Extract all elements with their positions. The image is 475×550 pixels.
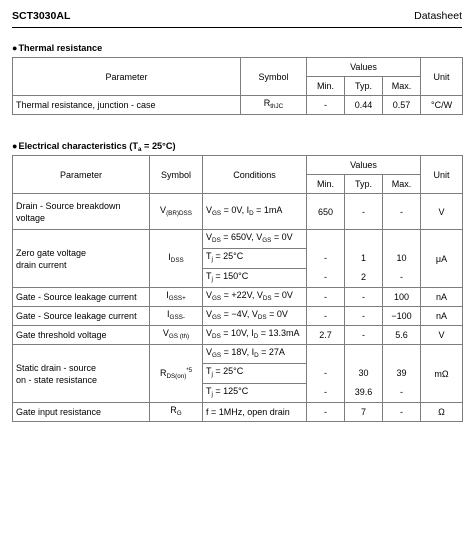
row-conditions: f = 1MHz, open drain (203, 403, 307, 422)
row-symbol: $R_{DS(on)}^{*5}$ (150, 345, 203, 403)
row-typ: 0.44 (345, 96, 383, 115)
row-typ: 7 (345, 403, 383, 422)
row-parameter: Thermal resistance, junction - case (13, 96, 241, 115)
row-parameter: Zero gate voltage drain current (13, 230, 150, 288)
col-unit: Unit (421, 58, 463, 96)
bullet-icon: ● (12, 43, 18, 53)
row-typ: 1 2 (345, 230, 383, 288)
row-symbol: $I_{GSS+}$ (150, 288, 203, 307)
row-parameter: Gate - Source leakage current (13, 307, 150, 326)
col-unit: Unit (421, 156, 463, 194)
table-row (13, 403, 463, 422)
bullet-icon: ● (12, 141, 18, 151)
table-row (13, 96, 463, 115)
row-parameter: Gate - Source leakage current (13, 288, 150, 307)
row-unit: V (421, 326, 463, 345)
row-symbol: $R_G$ (150, 403, 203, 422)
row-parameter: Gate input resistance (13, 403, 150, 422)
thermal-table (12, 57, 463, 115)
row-min: - - (307, 230, 345, 288)
row-condition-line: $T_j = 25^\circ C$ (203, 249, 307, 268)
electrical-heading-condition: $(T_a = 25^\circ C)$ (129, 141, 176, 153)
row-min: 650 (307, 194, 345, 230)
row-conditions: $V_{DS} = 10V$, $I_D = 13.3mA$ (203, 326, 307, 345)
table-row (13, 194, 463, 230)
row-unit: °C/W (421, 96, 463, 115)
table-row (13, 326, 463, 345)
electrical-table (12, 155, 463, 422)
row-symbol: $V_{(BR)DSS}$ (150, 194, 203, 230)
col-values: Values (307, 58, 421, 77)
row-min: - (307, 96, 345, 115)
row-unit: nA (421, 288, 463, 307)
col-conditions: Conditions (203, 156, 307, 194)
row-conditions: $V_{GS} = -4V$, $V_{DS} = 0V$ (203, 307, 307, 326)
row-unit: μA (421, 230, 463, 288)
table-row (13, 345, 463, 364)
col-max: Max. (383, 175, 421, 194)
row-unit: Ω (421, 403, 463, 422)
row-max: 10 - (383, 230, 421, 288)
col-symbol: Symbol (150, 156, 203, 194)
row-min: - - (307, 345, 345, 403)
col-max: Max. (383, 77, 421, 96)
doc-type: Datasheet (414, 10, 462, 22)
header-divider (12, 27, 462, 28)
row-parameter: Drain - Source breakdown voltage (13, 194, 150, 230)
col-parameter: Parameter (13, 156, 150, 194)
row-symbol: $R_{thJC}$ (241, 96, 307, 115)
row-min: 2.7 (307, 326, 345, 345)
electrical-heading: ●Electrical characteristics $(T_a = 25^\circ C)$ (12, 141, 176, 153)
row-unit: nA (421, 307, 463, 326)
row-condition-line: $T_j = 25^\circ C$ (203, 364, 307, 383)
row-max: - (383, 194, 421, 230)
row-min: - (307, 288, 345, 307)
col-typ: Typ. (345, 175, 383, 194)
row-max: 100 (383, 288, 421, 307)
table-row (13, 288, 463, 307)
col-parameter: Parameter (13, 58, 241, 96)
row-parameter: Gate threshold voltage (13, 326, 150, 345)
row-condition-line: $T_j = 125^\circ C$ (203, 383, 307, 402)
col-min: Min. (307, 77, 345, 96)
row-condition-line: $V_{DS} = 650V$, $V_{GS} = 0V$ (203, 230, 307, 249)
row-symbol: $V_{GS (th)}$ (150, 326, 203, 345)
row-conditions: $V_{GS} = +22V$, $V_{DS} = 0V$ (203, 288, 307, 307)
row-unit: mΩ (421, 345, 463, 403)
row-max: 0.57 (383, 96, 421, 115)
col-values: Values (307, 156, 421, 175)
row-max: −100 (383, 307, 421, 326)
row-parameter: Static drain - source on - state resistance (13, 345, 150, 403)
table-row (13, 230, 463, 249)
row-typ: 30 39.6 (345, 345, 383, 403)
row-symbol: $I_{DSS}$ (150, 230, 203, 288)
row-condition-line: $T_j = 150^\circ C$ (203, 268, 307, 287)
row-unit: V (421, 194, 463, 230)
table-row (13, 307, 463, 326)
row-condition-line: $V_{GS} = 18V$, $I_D = 27A$ (203, 345, 307, 364)
row-symbol: $I_{GSS-}$ (150, 307, 203, 326)
row-min: - (307, 307, 345, 326)
row-typ: - (345, 288, 383, 307)
row-max: 39 - (383, 345, 421, 403)
col-typ: Typ. (345, 77, 383, 96)
row-conditions: $V_{GS} = 0V$, $I_D = 1mA$ (203, 194, 307, 230)
row-min: - (307, 403, 345, 422)
row-max: 5.6 (383, 326, 421, 345)
row-typ: - (345, 326, 383, 345)
thermal-heading: ●Thermal resistance (12, 43, 103, 53)
row-max: - (383, 403, 421, 422)
row-typ: - (345, 307, 383, 326)
col-min: Min. (307, 175, 345, 194)
part-number: SCT3030AL (12, 10, 71, 22)
col-symbol: Symbol (241, 58, 307, 96)
row-typ: - (345, 194, 383, 230)
